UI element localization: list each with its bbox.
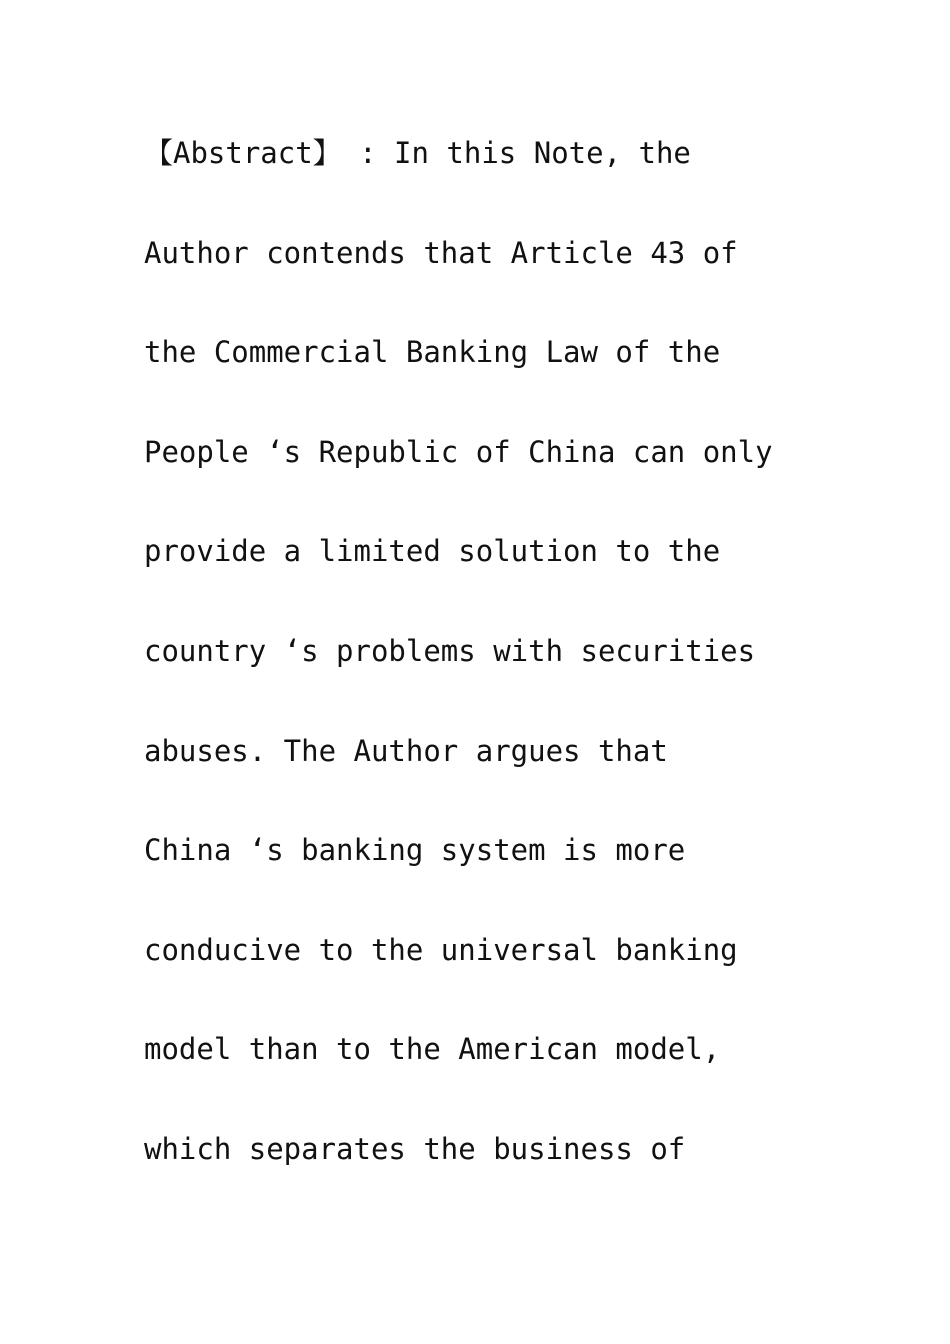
- text-line: conducive to the universal banking: [144, 932, 738, 967]
- text-line: abuses. The Author argues that: [144, 733, 668, 768]
- text-line: Author contends that Article 43 of: [144, 235, 738, 270]
- text-line: provide a limited solution to the: [144, 534, 721, 569]
- text-line: 【Abstract】 : In this Note, the: [144, 136, 691, 170]
- text-line: which separates the business of: [144, 1131, 686, 1166]
- text-line: model than to the American model,: [144, 1032, 721, 1067]
- text-line: country ‘s problems with securities: [144, 633, 756, 668]
- abstract-text: [144, 123, 904, 1219]
- text-line: the Commercial Banking Law of the: [144, 335, 721, 370]
- text-line: People ‘s Republic of China can only: [144, 434, 773, 469]
- text-line: China ‘s banking system is more: [144, 833, 686, 868]
